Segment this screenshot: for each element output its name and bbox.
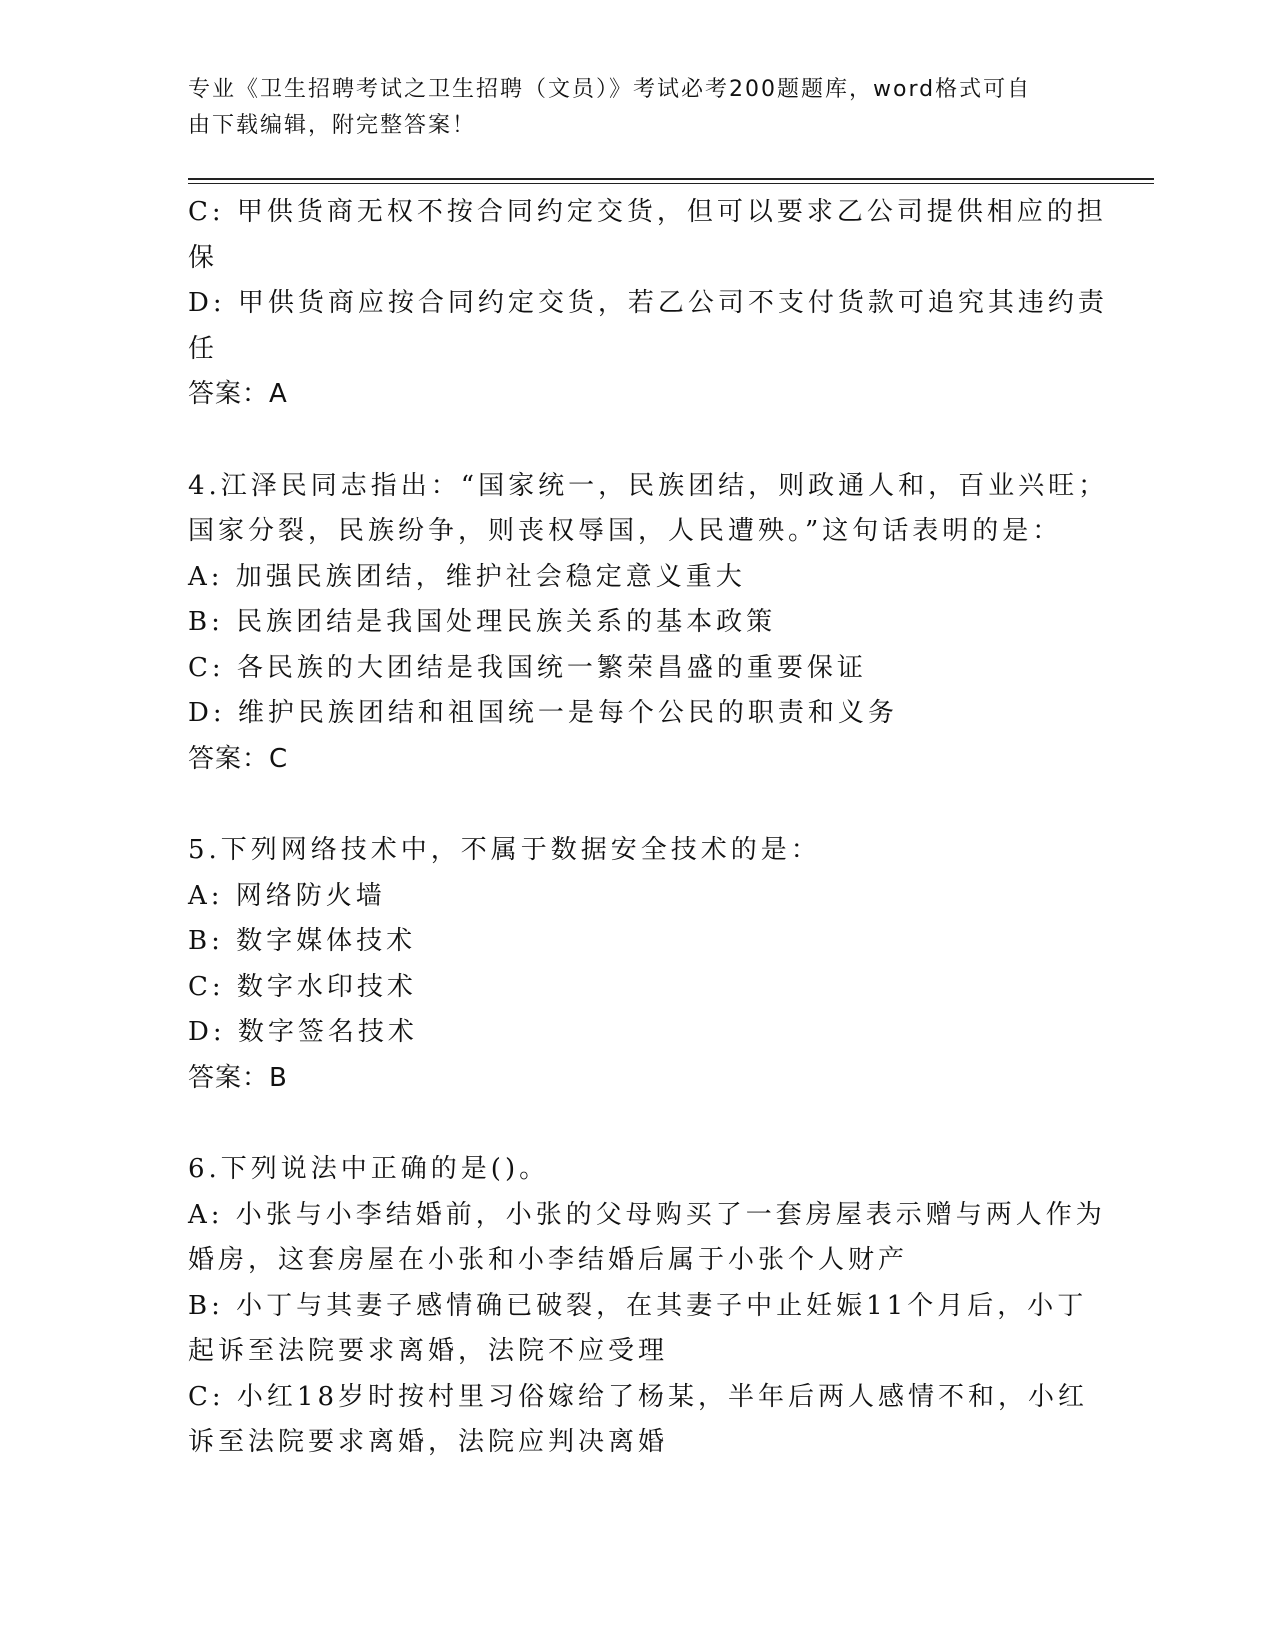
question-stem: 6.下列说法中正确的是()。 — [188, 1154, 550, 1184]
question-4 — [188, 464, 1109, 783]
document-body — [188, 190, 1109, 1466]
document-header — [188, 72, 1068, 144]
option-c: C: 数字水印技术 — [188, 971, 417, 1002]
option-c: C: 甲供货商无权不按合同约定交货，但可以要求乙公司提供相应的担 — [188, 197, 1107, 227]
header-line: 由下载编辑，附完整答案！ — [188, 113, 477, 138]
question-stem: 4.江泽民同志指出：“国家统一，民族团结，则政通人和，百业兴旺； — [188, 470, 1109, 501]
option-c: C: 小红18岁时按村里习俗嫁给了杨某，半年后两人感情不和，小红 — [188, 1381, 1089, 1412]
option-a-cont: 婚房，这套房屋在小张和小李结婚后属于小张个人财产 — [188, 1245, 909, 1275]
question-stem-cont: 国家分裂，民族纷争，则丧权辱国，人民遭殃。”这句话表明的是： — [188, 516, 1063, 546]
option-c-cont: 诉至法院要求离婚，法院应判决离婚 — [188, 1427, 669, 1457]
option-a: A: 加强民族团结，维护社会稳定意义重大 — [188, 561, 746, 592]
option-a: A: 小张与小李结婚前，小张的父母购买了一套房屋表示赠与两人作为 — [188, 1199, 1106, 1230]
option-d: D: 维护民族团结和祖国统一是每个公民的职责和义务 — [188, 698, 898, 728]
option-d-cont: 任 — [188, 333, 219, 364]
question-3-tail — [188, 190, 1108, 418]
option-c-cont: 保 — [188, 242, 219, 273]
header-divider-thin — [188, 183, 1154, 184]
option-b-cont: 起诉至法院要求离婚，法院不应受理 — [188, 1336, 669, 1366]
option-b: B: 小丁与其妻子感情确已破裂，在其妻子中止妊娠11个月后，小丁 — [188, 1290, 1088, 1321]
answer: 答案：C — [188, 743, 289, 774]
answer: 答案：A — [188, 379, 288, 409]
answer: 答案：B — [188, 1062, 288, 1093]
header-line: 专业《卫生招聘考试之卫生招聘（文员）》考试必考200题题库，word格式可自 — [188, 77, 1032, 102]
question-5 — [188, 828, 1088, 1101]
question-stem: 5.下列网络技术中，不属于数据安全技术的是： — [188, 835, 821, 865]
question-6 — [188, 1147, 1106, 1466]
option-d: D: 数字签名技术 — [188, 1017, 418, 1047]
option-d: D: 甲供货商应按合同约定交货，若乙公司不支付货款可追究其违约责 — [188, 288, 1108, 318]
option-b: B: 数字媒体技术 — [188, 926, 417, 956]
header-divider — [188, 178, 1154, 180]
option-b: B: 民族团结是我国处理民族关系的基本政策 — [188, 607, 777, 637]
option-a: A: 网络防火墙 — [188, 880, 386, 911]
option-c: C: 各民族的大团结是我国统一繁荣昌盛的重要保证 — [188, 652, 867, 683]
